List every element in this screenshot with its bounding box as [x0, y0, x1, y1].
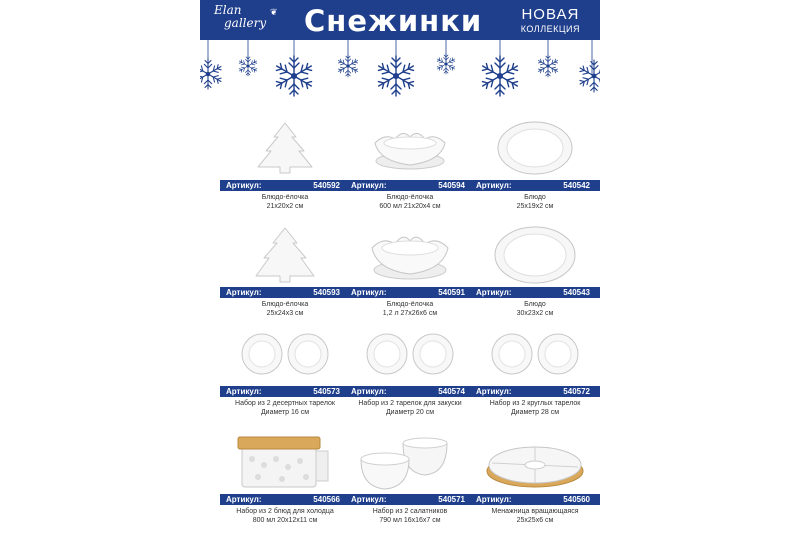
article-bar [470, 180, 600, 191]
product-card-540592[interactable] [220, 119, 350, 219]
tree-bowl-icon [345, 226, 475, 284]
snowflake-icon [537, 55, 559, 77]
article-label: Артикул: [351, 181, 387, 190]
product-name: Менажница вращающаяся [491, 508, 579, 515]
product-name: Набор из 2 салатников [372, 508, 448, 515]
product-size: 1,2 л 27x26x6 см [382, 310, 438, 317]
article-code: 540542 [563, 181, 590, 190]
collection-tag [521, 6, 580, 34]
product-size: 25x25x6 см [516, 517, 554, 524]
product-name: Блюдо [524, 194, 546, 201]
article-code: 540574 [438, 387, 465, 396]
oval-platter-icon [470, 226, 600, 284]
product-size: 21x20x2 см [266, 203, 304, 210]
product-size: 600 мл 21x20x4 см [379, 203, 441, 210]
article-label: Артикул: [226, 387, 262, 396]
product-size: Диаметр 20 см [385, 409, 435, 416]
article-bar [220, 180, 350, 191]
article-label: Артикул: [476, 288, 512, 297]
product-size: Диаметр 28 см [510, 409, 560, 416]
product-name: Блюдо-ёлочка [386, 194, 434, 201]
article-bar [345, 494, 475, 505]
snowflake-garland [200, 40, 600, 112]
product-size: 800 мл 20x12x11 см [252, 517, 318, 524]
product-card-540593[interactable] [220, 226, 350, 326]
product-name: Набор из 2 круглых тарелок [489, 400, 581, 407]
lazy-susan-icon [470, 433, 600, 491]
article-code: 540543 [563, 288, 590, 297]
article-code: 540594 [438, 181, 465, 190]
snowflake-icon [238, 56, 258, 76]
article-label: Артикул: [226, 288, 262, 297]
product-name: Набор из 2 блюд для холодца [236, 508, 334, 515]
brand-line1: Elan [214, 3, 242, 17]
article-bar [470, 287, 600, 298]
article-code: 540566 [313, 495, 340, 504]
product-name: Блюдо-ёлочка [261, 301, 309, 308]
article-label: Артикул: [226, 181, 262, 190]
product-card-540571[interactable] [345, 433, 475, 533]
product-card-540591[interactable] [345, 226, 475, 326]
product-size: Диаметр 16 см [260, 409, 310, 416]
product-name: Блюдо-ёлочка [261, 194, 309, 201]
tree-plate-icon [220, 226, 350, 284]
article-label: Артикул: [476, 181, 512, 190]
snowflake-icon [337, 55, 359, 77]
product-name: Блюдо-ёлочка [386, 301, 434, 308]
lidded-dish-icon [220, 433, 350, 491]
product-size: 790 мл 16x16x7 см [379, 517, 441, 524]
article-label: Артикул: [351, 495, 387, 504]
article-bar [345, 180, 475, 191]
article-code: 540573 [313, 387, 340, 396]
two-plates-icon [345, 325, 475, 383]
tree-bowl-icon [345, 119, 475, 177]
product-card-540543[interactable] [470, 226, 600, 326]
product-card-540574[interactable] [345, 325, 475, 425]
product-card-540594[interactable] [345, 119, 475, 219]
collection-tag-line1: НОВАЯ [521, 6, 580, 23]
snowflake-icon [274, 56, 314, 96]
article-bar [470, 494, 600, 505]
article-label: Артикул: [351, 288, 387, 297]
product-name: Набор из 2 десертных тарелок [235, 400, 335, 407]
article-bar [470, 386, 600, 397]
product-name: Блюдо [524, 301, 546, 308]
snowflake-icon [436, 54, 456, 74]
snowflake-icon [578, 60, 600, 92]
article-label: Артикул: [476, 387, 512, 396]
snowflake-icon [480, 56, 520, 96]
two-bowls-icon [345, 433, 475, 491]
product-size: 25x19x2 см [516, 203, 554, 210]
product-card-540566[interactable] [220, 433, 350, 533]
article-code: 540572 [563, 387, 590, 396]
product-card-540573[interactable] [220, 325, 350, 425]
oval-platter-icon [470, 119, 600, 177]
collection-tag-line2: КОЛЛЕКЦИЯ [520, 24, 580, 34]
article-bar [220, 287, 350, 298]
tree-plate-icon [220, 119, 350, 177]
swirl-icon: ❦ [270, 8, 278, 18]
article-label: Артикул: [476, 495, 512, 504]
article-label: Артикул: [351, 387, 387, 396]
article-bar [220, 494, 350, 505]
page-title: Снежинки [304, 4, 483, 38]
article-code: 540591 [438, 288, 465, 297]
product-size: 25x24x3 см [266, 310, 304, 317]
article-bar [220, 386, 350, 397]
article-label: Артикул: [226, 495, 262, 504]
article-bar [345, 386, 475, 397]
brand-line2: gallery [224, 16, 267, 30]
product-card-540542[interactable] [470, 119, 600, 219]
article-code: 540593 [313, 288, 340, 297]
two-plates-icon [470, 325, 600, 383]
snowflake-icon [376, 56, 416, 96]
brand-logo [214, 3, 278, 30]
header-banner [200, 0, 600, 40]
product-size: 30x23x2 см [516, 310, 554, 317]
article-bar [345, 287, 475, 298]
product-name: Набор из 2 тарелок для закуски [358, 400, 462, 407]
article-code: 540560 [563, 495, 590, 504]
article-code: 540571 [438, 495, 465, 504]
product-card-540572[interactable] [470, 325, 600, 425]
catalog-sheet [200, 0, 600, 533]
two-plates-icon [220, 325, 350, 383]
product-card-540560[interactable] [470, 433, 600, 533]
article-code: 540592 [313, 181, 340, 190]
snowflake-icon [200, 59, 223, 89]
